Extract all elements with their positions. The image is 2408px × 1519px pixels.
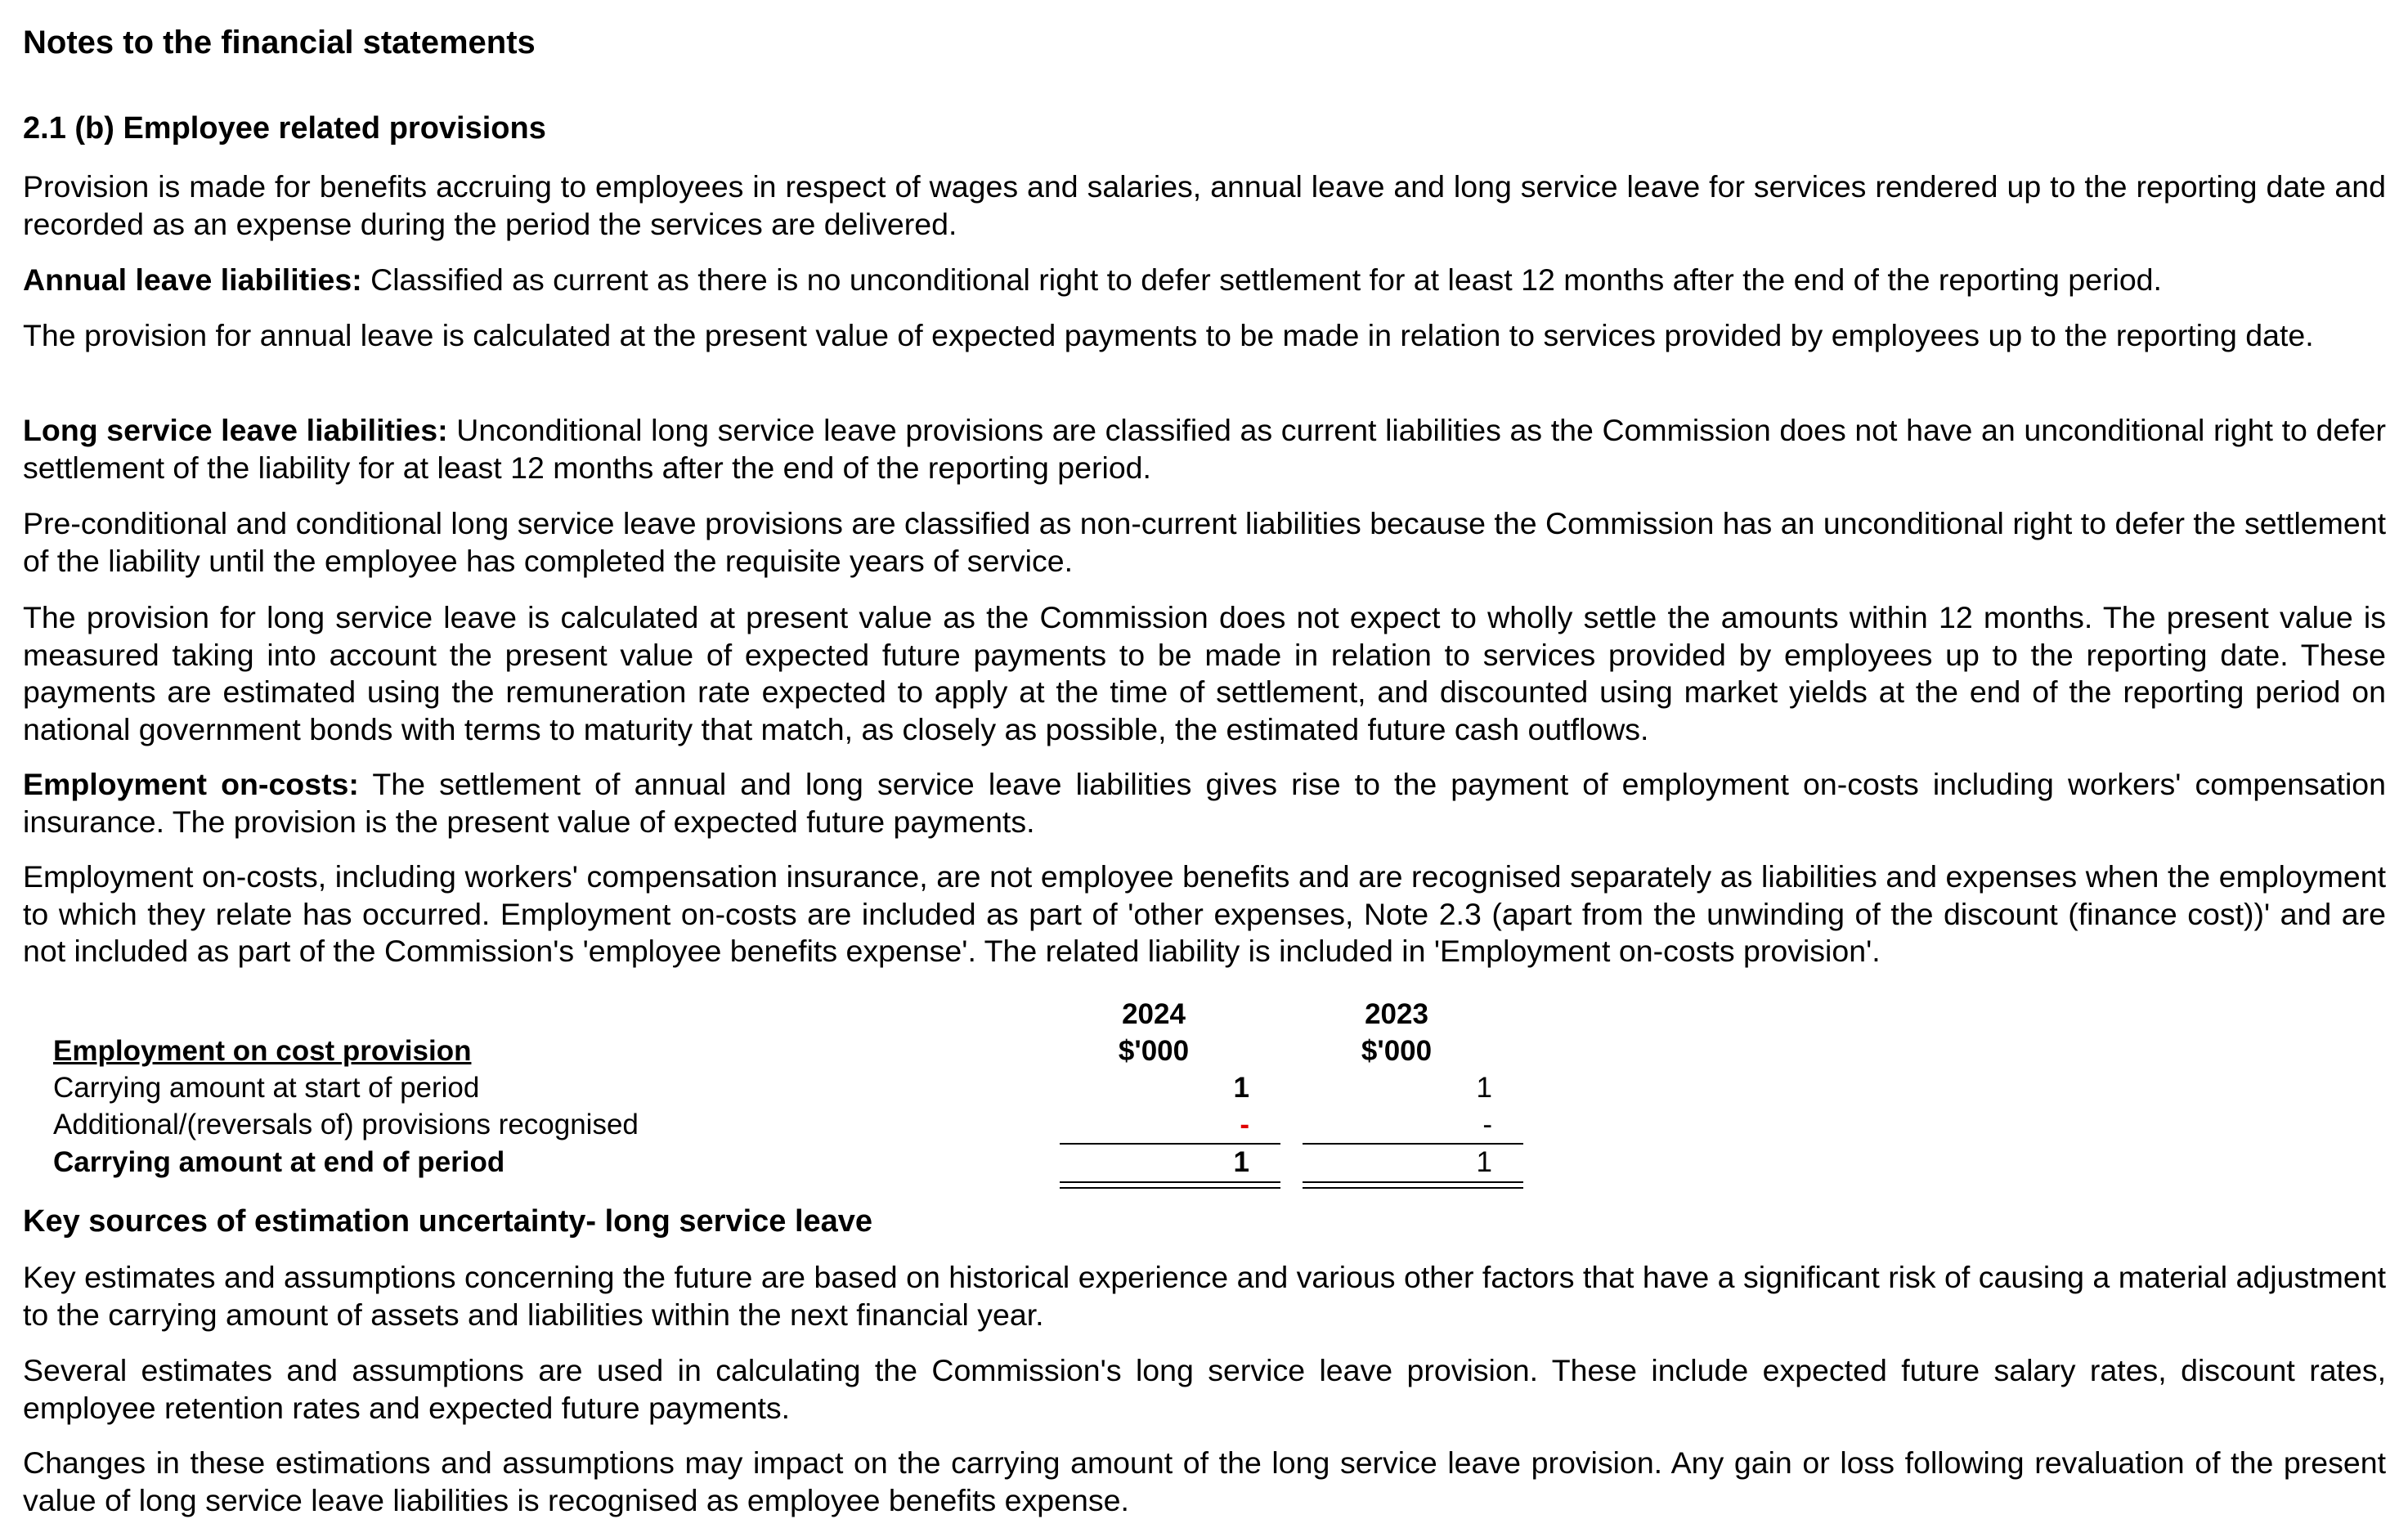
- annual-leave-text: Classified as current as there is no unconditional right to defer settlement for at least 12 months after the end of the reporting period.: [361, 262, 2162, 297]
- total-double-rule-2023-b: [1303, 1187, 1523, 1189]
- paragraph-lsl-calculation: The provision for long service leave is calculated at present value as the Commission does not expect to wholly settle the amounts within 12 months. The present value is measured taking into account the present value of expected future payments to be made in relation to services provided by employees up to the reporting date. These payments are estimated using the remuneration rate expected to apply at the time of settlement, and discounted using market yields at the end of the reporting period on national government bonds with terms to maturity that match, as closely as possible, the estimated future cash outflows.: [23, 600, 2386, 746]
- col-header-2023-year: 2023: [1365, 998, 1428, 1030]
- row-value-2023: 1: [1476, 1072, 1492, 1104]
- section-heading: 2.1 (b) Employee related provisions: [23, 111, 546, 146]
- row-value-2023: 1: [1476, 1146, 1492, 1178]
- page-title: Notes to the financial statements: [23, 25, 536, 60]
- paragraph-key-estimates: Key estimates and assumptions concerning the future are based on historical experience and various other factors that have a significant risk of causing a material adjustment to the carrying amount of assets and liabilities within the next financial year.: [23, 1260, 2386, 1332]
- paragraph-annual-leave: [23, 262, 2386, 299]
- employment-on-costs-text: The settlement of annual and long service leave liabilities gives rise to the payment of employment on-costs including workers' compensation insurance. The provision is the present value of expected future payments.: [23, 767, 2386, 839]
- col-header-2023-unit: $'000: [1361, 1035, 1433, 1067]
- paragraph-annual-leave-calculation: The provision for annual leave is calculated at the present value of expected payments to be made in relation to services provided by employees up to the reporting date.: [23, 318, 2314, 352]
- long-service-leave-text: Unconditional long service leave provisions are classified as current liabilities as the Commission does not have an unconditional right to defer settlement of the liability for at least 12 months after the end of the reporting period.: [23, 413, 2386, 485]
- paragraph-provision-intro: Provision is made for benefits accruing to employees in respect of wages and salaries, annual leave and long service leave for services rendered up to the reporting date and recorded as an expense during the period the services are delivered.: [23, 169, 2386, 241]
- paragraph-estimation-changes: Changes in these estimations and assumptions may impact on the carrying amount of the long service leave provision. Any gain or loss following revaluation of the present value of long service leave liabilities is recognised as employee benefits expense.: [23, 1445, 2386, 1517]
- row-value-2024: 1: [1233, 1072, 1249, 1104]
- paragraph-preconditional-lsl: Pre-conditional and conditional long service leave provisions are classified as non-current liabilities because the Commission has an unconditional right to defer the settlement of the liability until the employee has completed the requisite years of service.: [23, 506, 2386, 578]
- total-double-rule-2023-a: [1303, 1181, 1523, 1183]
- employment-on-costs-label: Employment on-costs:: [23, 767, 359, 801]
- total-double-rule-2024-a: [1060, 1181, 1280, 1183]
- table-title: Employment on cost provision: [53, 1035, 472, 1067]
- row-value-2024: 1: [1233, 1146, 1249, 1178]
- subtotal-rule-2024: [1060, 1143, 1280, 1145]
- col-header-2024-unit: $'000: [1118, 1035, 1190, 1067]
- total-double-rule-2024-b: [1060, 1187, 1280, 1189]
- long-service-leave-label: Long service leave liabilities:: [23, 413, 448, 447]
- row-value-2023: -: [1482, 1109, 1492, 1140]
- row-label: Carrying amount at start of period: [53, 1072, 480, 1104]
- row-value-2024: -: [1240, 1109, 1249, 1140]
- annual-leave-label: Annual leave liabilities:: [23, 262, 362, 297]
- paragraph-lsl-estimates: Several estimates and assumptions are used in calculating the Commission's long service leave provision. These include expected future salary rates, discount rates, employee retention rates and expected future payments.: [23, 1353, 2386, 1425]
- subtotal-rule-2023: [1303, 1143, 1523, 1145]
- paragraph-employment-on-costs: [23, 766, 2386, 840]
- paragraph-on-costs-recognition: Employment on-costs, including workers' compensation insurance, are not employee benefits and are recognised separately as liabilities and expenses when the employment to which they relate has occurred. Employment on-costs are included as part of 'other expenses, Note 2.3 (apart from the unwinding of the discount (finance cost))' and are not included as part of the Commission's 'employee benefits expense'. The related liability is included in 'Employment on-costs provision'.: [23, 859, 2386, 968]
- col-header-2024-year: 2024: [1122, 998, 1186, 1030]
- row-label: Additional/(reversals of) provisions recognised: [53, 1109, 639, 1140]
- estimation-uncertainty-heading: Key sources of estimation uncertainty- long service leave: [23, 1204, 873, 1239]
- row-label: Carrying amount at end of period: [53, 1146, 505, 1178]
- paragraph-long-service-leave: [23, 412, 2386, 486]
